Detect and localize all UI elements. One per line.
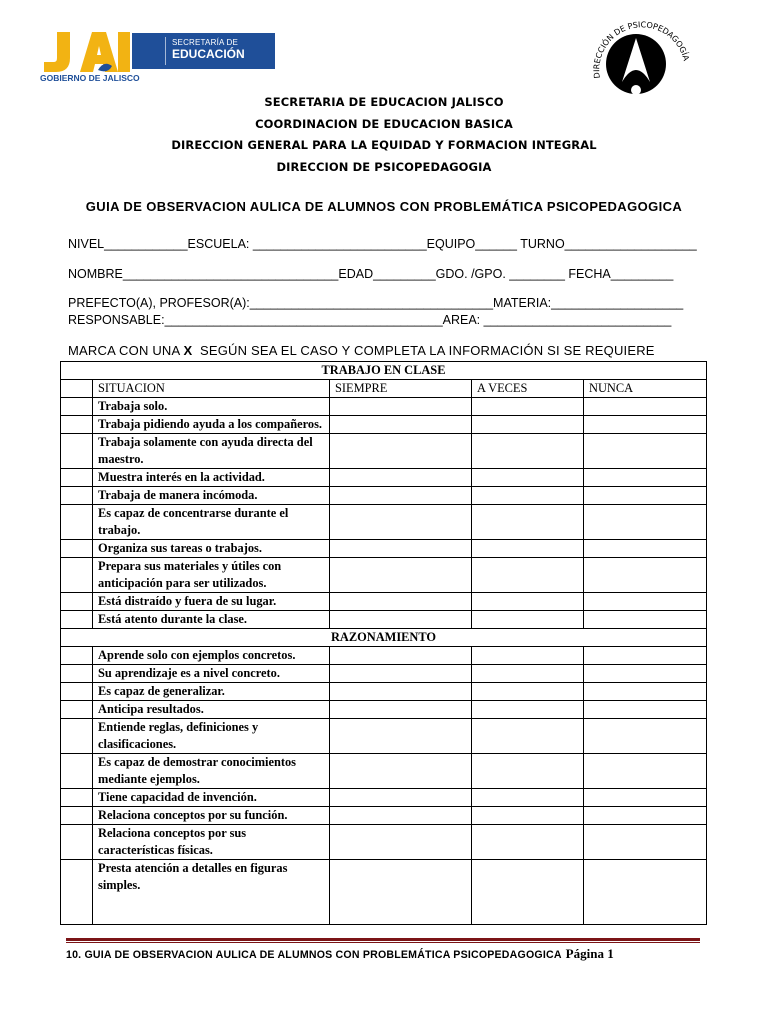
nunca-mark-cell[interactable] <box>584 398 707 416</box>
situation-cell: Trabaja solo. <box>93 398 330 416</box>
aveces-mark-cell[interactable] <box>472 469 584 487</box>
situation-cell: Aprende solo con ejemplos concretos. <box>93 647 330 665</box>
logo-text-secretaria: SECRETARÍA DE <box>172 38 239 47</box>
observation-table <box>60 361 707 925</box>
siempre-mark-cell[interactable] <box>330 789 472 807</box>
siempre-mark-cell[interactable] <box>330 540 472 558</box>
aveces-mark-cell[interactable] <box>472 505 584 540</box>
situation-cell: Relaciona conceptos por su función. <box>93 807 330 825</box>
table-row <box>61 558 707 593</box>
header-situacion: SITUACION <box>93 380 330 398</box>
situation-cell: Relaciona conceptos por sus características físicas. <box>93 825 330 860</box>
document-title: GUIA DE OBSERVACION AULICA DE ALUMNOS CON PROBLEMÁTICA PSICOPEDAGOGICA <box>85 199 683 214</box>
table-row <box>61 754 707 789</box>
psychopedagogy-seal <box>584 16 694 102</box>
section-razonamiento: RAZONAMIENTO <box>61 629 707 647</box>
nunca-mark-cell[interactable] <box>584 540 707 558</box>
aveces-mark-cell[interactable] <box>472 807 584 825</box>
siempre-mark-cell[interactable] <box>330 487 472 505</box>
table-row <box>61 469 707 487</box>
aveces-mark-cell[interactable] <box>472 593 584 611</box>
form-line-nombre: NOMBRE_______________________________EDAD_________GDO. /GPO. ________ FECHA_________ <box>68 267 674 281</box>
aveces-mark-cell[interactable] <box>472 416 584 434</box>
header-nunca: NUNCA <box>584 380 707 398</box>
siempre-mark-cell[interactable] <box>330 719 472 754</box>
row-number-cell <box>61 754 93 789</box>
situation-cell: Trabaja solamente con ayuda directa del maestro. <box>93 434 330 469</box>
aveces-mark-cell[interactable] <box>472 825 584 860</box>
row-number-cell <box>61 860 93 925</box>
row-number-cell <box>61 647 93 665</box>
siempre-mark-cell[interactable] <box>330 860 472 925</box>
aveces-mark-cell[interactable] <box>472 540 584 558</box>
nunca-mark-cell[interactable] <box>584 683 707 701</box>
table-row <box>61 719 707 754</box>
row-number-cell <box>61 398 93 416</box>
nunca-mark-cell[interactable] <box>584 647 707 665</box>
table-row <box>61 860 707 925</box>
instruction-pre: MARCA CON UNA <box>68 343 184 358</box>
nunca-mark-cell[interactable] <box>584 505 707 540</box>
logo-text-gobierno: GOBIERNO DE JALISCO <box>40 73 140 83</box>
table-row <box>61 611 707 629</box>
nunca-mark-cell[interactable] <box>584 611 707 629</box>
table-row <box>61 807 707 825</box>
siempre-mark-cell[interactable] <box>330 665 472 683</box>
table-row <box>61 665 707 683</box>
table-row <box>61 487 707 505</box>
nunca-mark-cell[interactable] <box>584 665 707 683</box>
nunca-mark-cell[interactable] <box>584 593 707 611</box>
aveces-mark-cell[interactable] <box>472 665 584 683</box>
situation-cell: Tiene capacidad de invención. <box>93 789 330 807</box>
aveces-mark-cell[interactable] <box>472 434 584 469</box>
row-number-cell <box>61 789 93 807</box>
section-trabajo-en-clase-row <box>61 362 707 380</box>
row-number-cell <box>61 558 93 593</box>
row-number-cell <box>61 540 93 558</box>
jal-letters-icon <box>40 30 134 74</box>
nunca-mark-cell[interactable] <box>584 701 707 719</box>
page-number: Página 1 <box>565 946 614 961</box>
table-row <box>61 540 707 558</box>
situation-cell: Está distraído y fuera de su lugar. <box>93 593 330 611</box>
table-row <box>61 647 707 665</box>
situation-cell: Anticipa resultados. <box>93 701 330 719</box>
siempre-mark-cell[interactable] <box>330 807 472 825</box>
header-aveces: A VECES <box>472 380 584 398</box>
situation-cell: Muestra interés en la actividad. <box>93 469 330 487</box>
row-number-cell <box>61 593 93 611</box>
aveces-mark-cell[interactable] <box>472 719 584 754</box>
table-row <box>61 434 707 469</box>
siempre-mark-cell[interactable] <box>330 611 472 629</box>
row-number-cell <box>61 701 93 719</box>
header-line-direccion-psicopedagogia: DIRECCION DE PSICOPEDAGOGIA <box>276 160 492 174</box>
situation-cell: Es capaz de concentrarse durante el trabajo. <box>93 505 330 540</box>
row-number-cell <box>61 469 93 487</box>
aveces-mark-cell[interactable] <box>472 398 584 416</box>
siempre-mark-cell[interactable] <box>330 416 472 434</box>
table-row <box>61 416 707 434</box>
situation-cell: Su aprendizaje es a nivel concreto. <box>93 665 330 683</box>
row-number-cell <box>61 719 93 754</box>
situation-cell: Es capaz de generalizar. <box>93 683 330 701</box>
nunca-mark-cell[interactable] <box>584 789 707 807</box>
footer-rule-thin <box>66 942 700 943</box>
table-row <box>61 701 707 719</box>
nunca-mark-cell[interactable] <box>584 469 707 487</box>
header-siempre: SIEMPRE <box>330 380 472 398</box>
column-header-row <box>61 380 707 398</box>
row-number-cell <box>61 611 93 629</box>
jalisco-education-logo <box>40 30 245 86</box>
aveces-mark-cell[interactable] <box>472 487 584 505</box>
row-number-cell <box>61 487 93 505</box>
instruction-mark: X <box>183 343 193 358</box>
aveces-mark-cell[interactable] <box>472 558 584 593</box>
siempre-mark-cell[interactable] <box>330 683 472 701</box>
header-line-secretaria: SECRETARIA DE EDUCACION JALISCO <box>264 95 504 109</box>
logo-text-educacion: EDUCACIÓN <box>172 47 245 61</box>
seal-icon <box>584 16 694 102</box>
siempre-mark-cell[interactable] <box>330 469 472 487</box>
siempre-mark-cell[interactable] <box>330 754 472 789</box>
situation-cell: Es capaz de demostrar conocimientos mediante ejemplos. <box>93 754 330 789</box>
situation-cell: Trabaja de manera incómoda. <box>93 487 330 505</box>
aveces-mark-cell[interactable] <box>472 611 584 629</box>
form-line-nivel: NIVEL____________ESCUELA: _________________________EQUIPO______ TURNO___________________ <box>68 237 697 251</box>
situation-cell: Trabaja pidiendo ayuda a los compañeros. <box>93 416 330 434</box>
footer-title: 10. GUIA DE OBSERVACION AULICA DE ALUMNOS CON PROBLEMÁTICA PSICOPEDAGOGICA <box>66 949 562 961</box>
observation-table-body <box>61 362 707 925</box>
aveces-mark-cell[interactable] <box>472 647 584 665</box>
nunca-mark-cell[interactable] <box>584 860 707 925</box>
situation-cell: Organiza sus tareas o trabajos. <box>93 540 330 558</box>
row-number-cell <box>61 807 93 825</box>
row-number-cell <box>61 825 93 860</box>
footer-rule <box>66 938 700 941</box>
situation-cell: Entiende reglas, definiciones y clasificaciones. <box>93 719 330 754</box>
nunca-mark-cell[interactable] <box>584 754 707 789</box>
aveces-mark-cell[interactable] <box>472 701 584 719</box>
situation-cell: Prepara sus materiales y útiles con anticipación para ser utilizados. <box>93 558 330 593</box>
seal-ring-text: DIRECCIÓN DE PSICOPEDAGOGÍA <box>592 20 691 79</box>
row-number-cell <box>61 434 93 469</box>
nunca-mark-cell[interactable] <box>584 558 707 593</box>
row-number-cell <box>61 665 93 683</box>
page-footer <box>66 945 706 963</box>
form-line-prefecto: PREFECTO(A), PROFESOR(A):___________________________________MATERIA:___________________ <box>68 296 684 310</box>
form-line-responsable: RESPONSABLE:________________________________________AREA: ___________________________ <box>68 313 672 327</box>
table-row <box>61 505 707 540</box>
siempre-mark-cell[interactable] <box>330 434 472 469</box>
row-number-cell <box>61 505 93 540</box>
header-line-direccion-general: DIRECCION GENERAL PARA LA EQUIDAD Y FORMACION INTEGRAL <box>171 138 597 152</box>
aveces-mark-cell[interactable] <box>472 754 584 789</box>
table-row <box>61 593 707 611</box>
table-row <box>61 789 707 807</box>
siempre-mark-cell[interactable] <box>330 701 472 719</box>
table-row <box>61 398 707 416</box>
siempre-mark-cell[interactable] <box>330 505 472 540</box>
instruction-line <box>68 343 655 358</box>
section-razonamiento-row <box>61 629 707 647</box>
aveces-mark-cell[interactable] <box>472 789 584 807</box>
situation-cell: Está atento durante la clase. <box>93 611 330 629</box>
siempre-mark-cell[interactable] <box>330 647 472 665</box>
row-number-cell <box>61 416 93 434</box>
table-row <box>61 683 707 701</box>
siempre-mark-cell[interactable] <box>330 593 472 611</box>
header-line-coordinacion: COORDINACION DE EDUCACION BASICA <box>255 117 513 131</box>
education-banner <box>132 33 275 69</box>
nunca-mark-cell[interactable] <box>584 807 707 825</box>
nunca-mark-cell[interactable] <box>584 487 707 505</box>
instruction-post: SEGÚN SEA EL CASO Y COMPLETA LA INFORMACIÓN SI SE REQUIERE <box>192 343 655 358</box>
section-trabajo-en-clase: TRABAJO EN CLASE <box>61 362 707 380</box>
row-number-cell <box>61 683 93 701</box>
siempre-mark-cell[interactable] <box>330 398 472 416</box>
aveces-mark-cell[interactable] <box>472 683 584 701</box>
nunca-mark-cell[interactable] <box>584 719 707 754</box>
nunca-mark-cell[interactable] <box>584 416 707 434</box>
aveces-mark-cell[interactable] <box>472 860 584 925</box>
table-row <box>61 825 707 860</box>
nunca-mark-cell[interactable] <box>584 434 707 469</box>
siempre-mark-cell[interactable] <box>330 558 472 593</box>
siempre-mark-cell[interactable] <box>330 825 472 860</box>
header-blank-cell <box>61 380 93 398</box>
nunca-mark-cell[interactable] <box>584 825 707 860</box>
situation-cell: Presta atención a detalles en figuras simples. <box>93 860 330 925</box>
